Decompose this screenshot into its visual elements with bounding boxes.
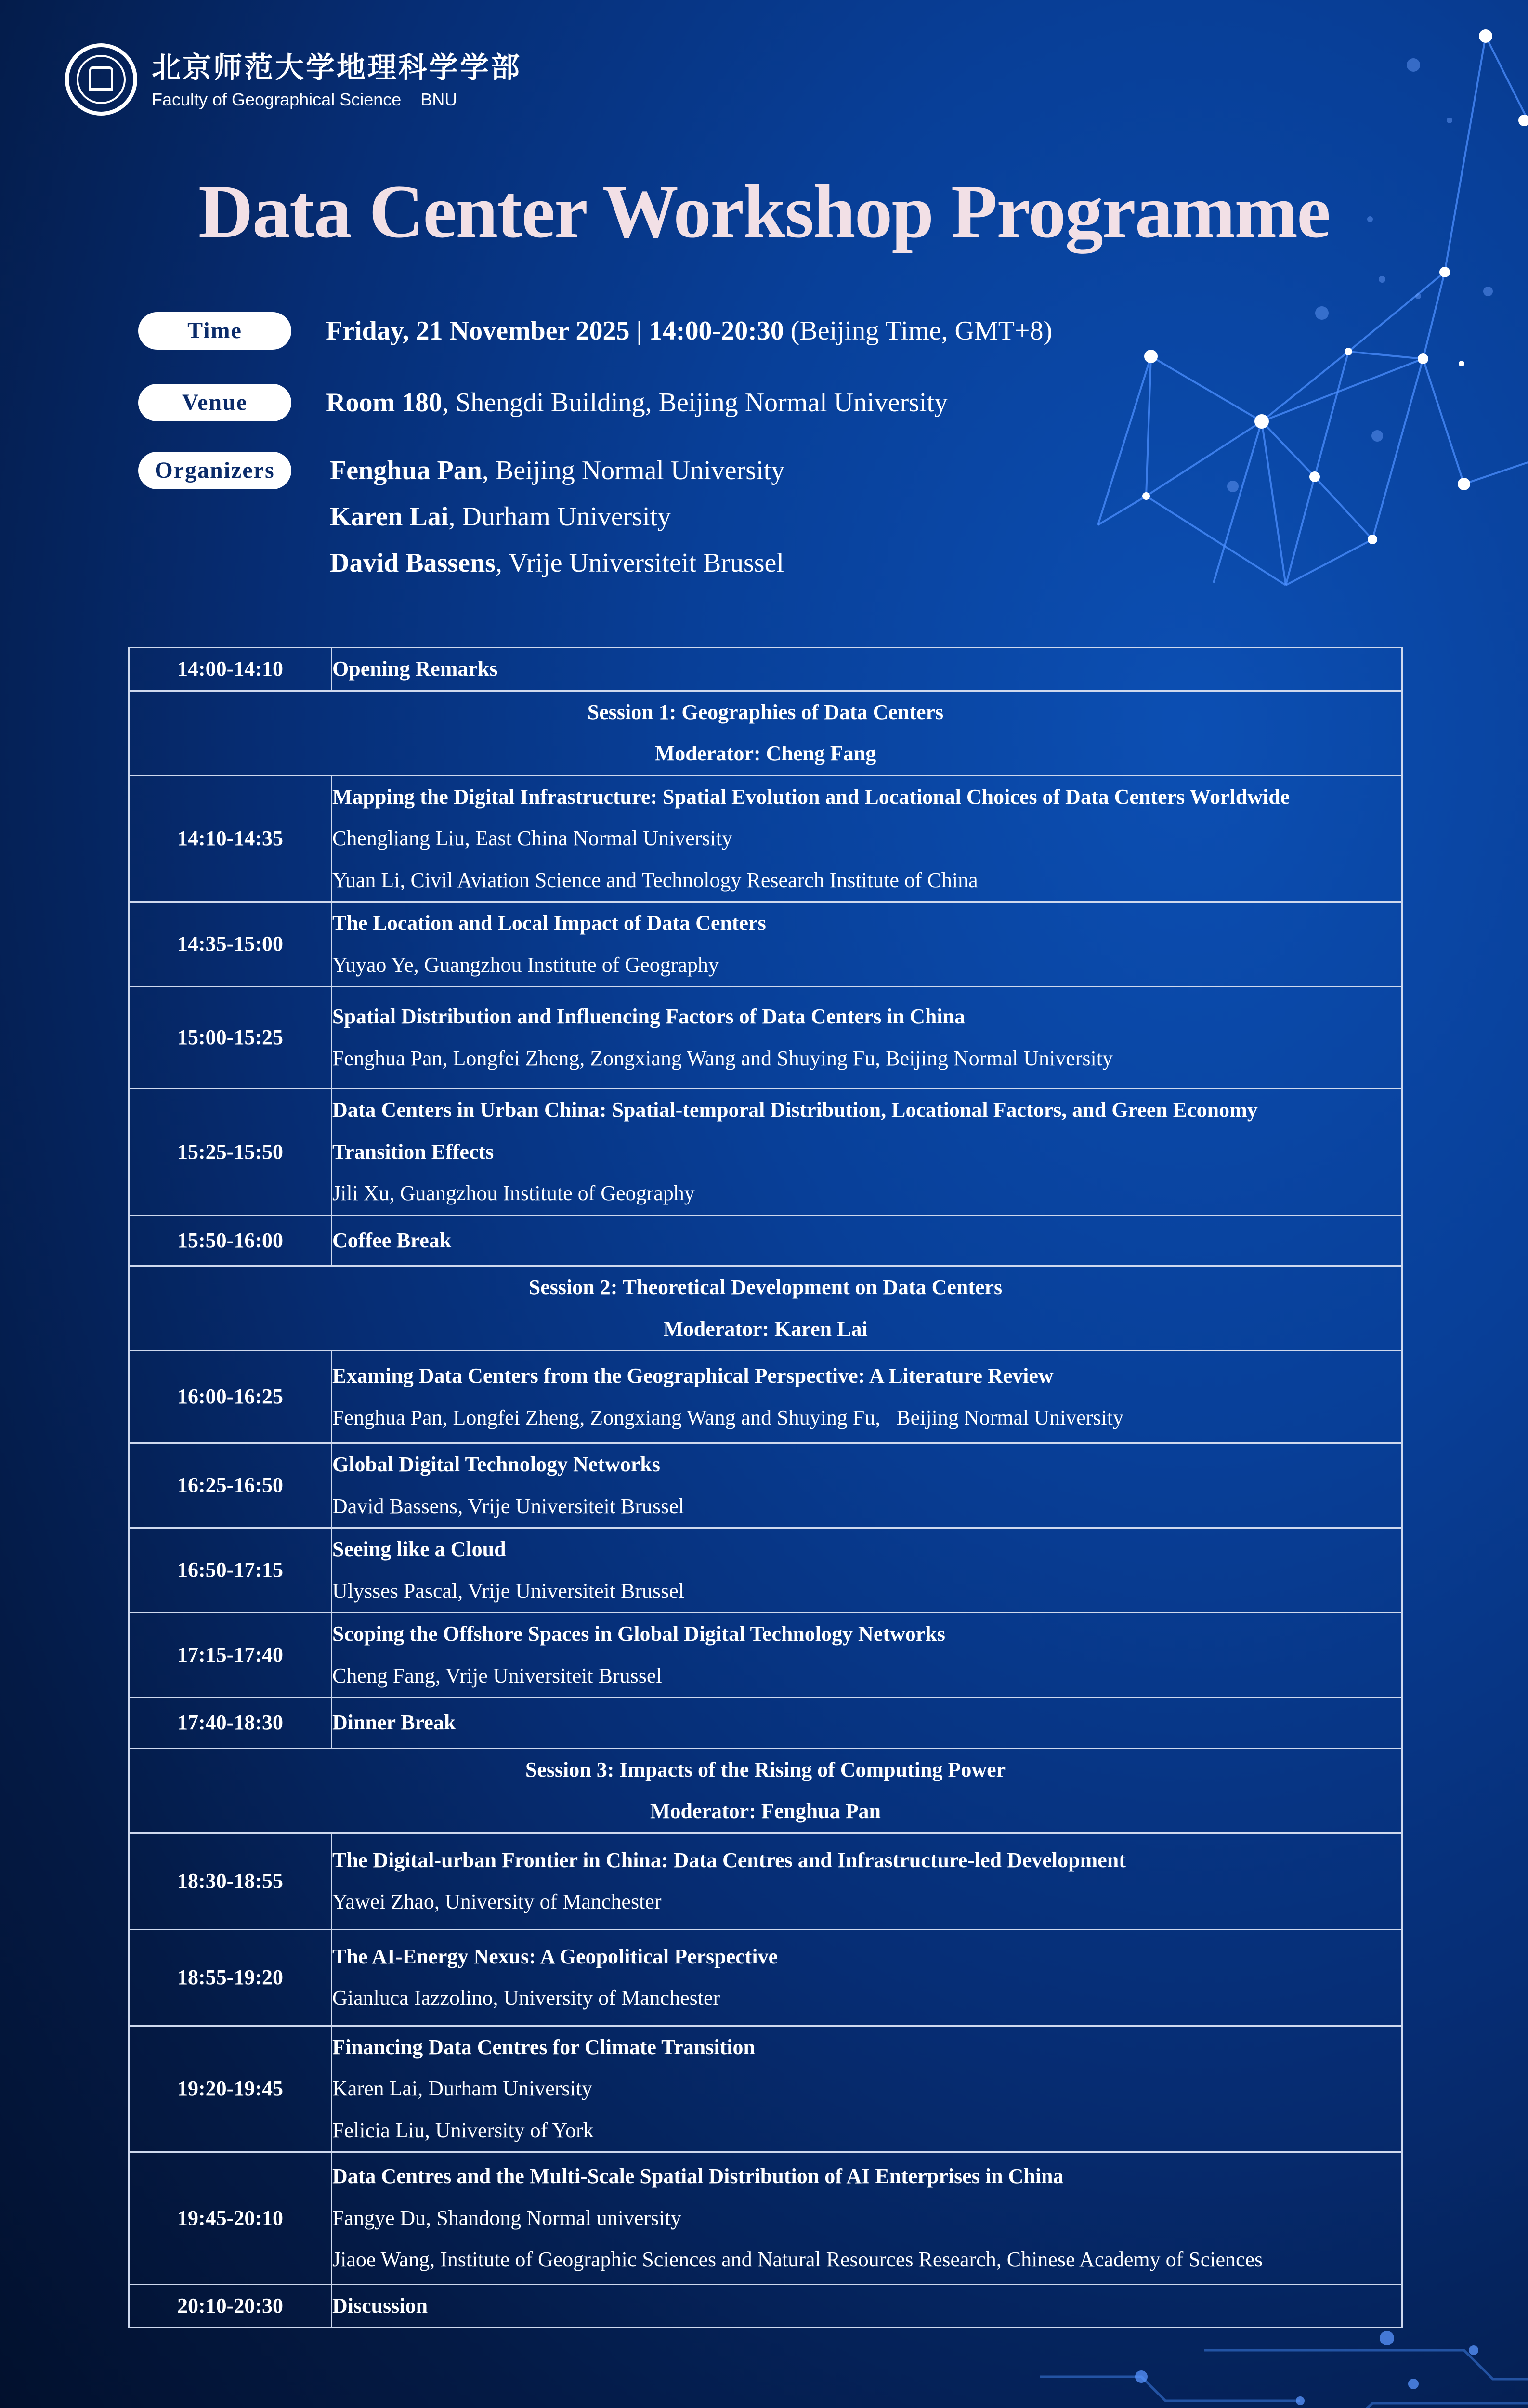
session-row (129, 691, 1402, 775)
talk-title: Data Centres and the Multi-Scale Spatial Distribution of AI Enterprises in China (332, 2164, 1064, 2188)
talk-title: Scoping the Offshore Spaces in Global Digital Technology Networks (332, 1622, 945, 1646)
table-row (129, 1833, 1402, 1929)
page-title: Data Center Workshop Programme (198, 170, 1330, 254)
talk-title: Opening Remarks (332, 657, 498, 681)
session-moderator: Moderator: Cheng Fang (654, 742, 876, 765)
content-cell (332, 2284, 1402, 2328)
content-cell (332, 902, 1402, 987)
talk-title: The Location and Local Impact of Data Centers (332, 911, 766, 935)
university-seal-logo (65, 43, 137, 116)
table-row (129, 1215, 1402, 1266)
time-row (138, 312, 1052, 354)
session-title: Session 1: Geographies of Data Centers (587, 700, 944, 724)
content-cell (332, 1351, 1402, 1443)
time-cell: 14:10-14:35 (129, 775, 332, 902)
session-moderator: Moderator: Karen Lai (663, 1317, 868, 1341)
content-cell (332, 2152, 1402, 2285)
table-row (129, 2284, 1402, 2328)
table-row (129, 1351, 1402, 1443)
talk-author: Felicia Liu, University of York (332, 2118, 594, 2142)
faculty-name-english: Faculty of Geographical Science (152, 90, 402, 109)
table-row (129, 2152, 1402, 2285)
talk-title: Coffee Break (332, 1228, 452, 1252)
talk-author: Chengliang Liu, East China Normal University (332, 826, 732, 850)
talk-author: Fangye Du, Shandong Normal university (332, 2206, 681, 2230)
talk-title: Mapping the Digital Infrastructure: Spatial Evolution and Locational Choices of Data Centers Worldwide (332, 785, 1290, 809)
talk-title: Examing Data Centers from the Geographical Perspective: A Literature Review (332, 1364, 1054, 1387)
session-row (129, 1748, 1402, 1833)
talk-author: David Bassens, Vrije Universiteit Brussel (332, 1494, 685, 1518)
talk-title: Financing Data Centres for Climate Transition (332, 2035, 755, 2059)
talk-title: Data Centers in Urban China: Spatial-temporal Distribution, Locational Factors, and Green Economy (332, 1098, 1258, 1122)
time-cell: 15:25-15:50 (129, 1089, 332, 1216)
content-cell (332, 2026, 1402, 2152)
faculty-name-block (152, 49, 522, 110)
session-cell (129, 691, 1402, 775)
venue-value: Room 180, Shengdi Building, Beijing Normal University (326, 388, 948, 418)
table-row (129, 987, 1402, 1089)
session-row (129, 1266, 1402, 1351)
table-row (129, 1929, 1402, 2026)
content-cell (332, 1929, 1402, 2026)
talk-author: Jiaoe Wang, Institute of Geographic Sciences and Natural Resources Research, Chinese Academy of Sciences (332, 2248, 1263, 2271)
talk-author: Yuyao Ye, Guangzhou Institute of Geography (332, 953, 719, 977)
time-cell: 17:15-17:40 (129, 1613, 332, 1698)
talk-author: Yuan Li, Civil Aviation Science and Technology Research Institute of China (332, 868, 978, 892)
table-row (129, 1443, 1402, 1528)
session-title: Session 3: Impacts of the Rising of Computing Power (525, 1757, 1006, 1781)
time-label-pill: Time (138, 312, 291, 350)
university-abbreviation: BNU (420, 90, 457, 109)
session-cell (129, 1266, 1402, 1351)
content-cell (332, 1698, 1402, 1749)
content-cell (332, 1089, 1402, 1216)
table-row (129, 902, 1402, 987)
programme-table (128, 647, 1403, 2328)
table-row (129, 1528, 1402, 1613)
session-cell (129, 1748, 1402, 1833)
venue-row (138, 384, 948, 426)
talk-author: Fenghua Pan, Longfei Zheng, Zongxiang Wang and Shuying Fu, Beijing Normal University (332, 1405, 1123, 1429)
venue-label-pill: Venue (138, 384, 291, 421)
talk-title: Seeing like a Cloud (332, 1537, 506, 1561)
time-cell: 19:20-19:45 (129, 2026, 332, 2152)
time-cell: 16:00-16:25 (129, 1351, 332, 1443)
time-cell: 17:40-18:30 (129, 1698, 332, 1749)
faculty-header (65, 43, 522, 116)
talk-title: Discussion (332, 2293, 428, 2317)
content-cell (332, 775, 1402, 902)
table-row (129, 775, 1402, 902)
content-cell (332, 1443, 1402, 1528)
time-cell: 19:45-20:10 (129, 2152, 332, 2285)
talk-title-continued: Transition Effects (332, 1139, 494, 1164)
time-cell: 16:50-17:15 (129, 1528, 332, 1613)
faculty-name-chinese: 北京师范大学地理科学学部 (152, 51, 522, 85)
talk-author: Gianluca Iazzolino, University of Manchester (332, 1986, 720, 2010)
session-moderator: Moderator: Fenghua Pan (650, 1799, 881, 1823)
organizer-item: David Bassens, Vrije Universiteit Brussel (330, 548, 784, 578)
content-cell (332, 1528, 1402, 1613)
time-cell: 15:00-15:25 (129, 987, 332, 1089)
organizers-row (138, 452, 784, 586)
talk-author: Ulysses Pascal, Vrije Universiteit Brussel (332, 1579, 685, 1603)
content-cell (332, 1613, 1402, 1698)
talk-author: Yawei Zhao, University of Manchester (332, 1890, 662, 1913)
table-row (129, 1613, 1402, 1698)
table-row (129, 1089, 1402, 1216)
organizers-label-pill: Organizers (138, 452, 291, 489)
talk-title: Spatial Distribution and Influencing Factors of Data Centers in China (332, 1005, 966, 1028)
organizers-list (330, 447, 784, 586)
talk-author: Karen Lai, Durham University (332, 2077, 593, 2100)
time-cell: 18:55-19:20 (129, 1929, 332, 2026)
content-cell (332, 1833, 1402, 1929)
time-cell: 14:35-15:00 (129, 902, 332, 987)
time-cell: 15:50-16:00 (129, 1215, 332, 1266)
talk-title: The AI-Energy Nexus: A Geopolitical Perspective (332, 1944, 778, 1968)
organizer-item: Karen Lai, Durham University (330, 502, 671, 532)
content-cell (332, 987, 1402, 1089)
talk-author: Jili Xu, Guangzhou Institute of Geography (332, 1181, 695, 1205)
table-row (129, 2026, 1402, 2152)
talk-author: Cheng Fang, Vrije Universiteit Brussel (332, 1663, 662, 1688)
time-cell: 14:00-14:10 (129, 648, 332, 691)
talk-author: Fenghua Pan, Longfei Zheng, Zongxiang Wang and Shuying Fu, Beijing Normal University (332, 1046, 1113, 1070)
talk-title: Dinner Break (332, 1711, 456, 1734)
talk-title: The Digital-urban Frontier in China: Data Centres and Infrastructure-led Development (332, 1848, 1126, 1872)
content-cell (332, 648, 1402, 691)
table-row (129, 1698, 1402, 1749)
time-cell: 16:25-16:50 (129, 1443, 332, 1528)
talk-title: Global Digital Technology Networks (332, 1453, 660, 1476)
content-cell (332, 1215, 1402, 1266)
time-value: Friday, 21 November 2025 | 14:00-20:30 (Beijing Time, GMT+8) (326, 316, 1053, 346)
time-cell: 20:10-20:30 (129, 2284, 332, 2328)
session-title: Session 2: Theoretical Development on Data Centers (528, 1275, 1003, 1299)
table-row (129, 648, 1402, 691)
organizer-item: Fenghua Pan, Beijing Normal University (330, 456, 785, 485)
time-cell: 18:30-18:55 (129, 1833, 332, 1929)
